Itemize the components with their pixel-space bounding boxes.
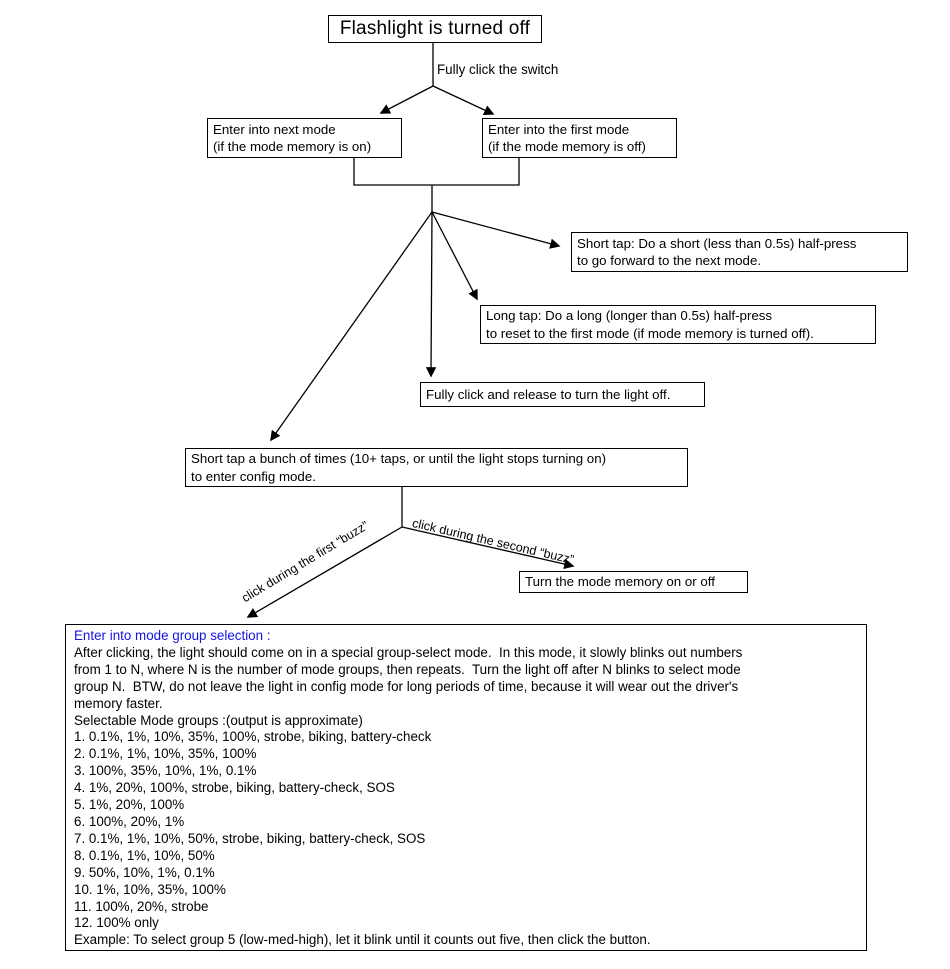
mode-group-item: 4. 1%, 20%, 100%, strobe, biking, battery-check, SOS xyxy=(74,780,395,796)
config-mode-line2: to enter config mode. xyxy=(191,468,316,484)
config-mode-box xyxy=(185,448,688,487)
first-mode-line2: (if the mode memory is off) xyxy=(488,139,646,154)
short-tap-line2: to go forward to the next mode. xyxy=(577,253,762,268)
arrow-to-long-tap xyxy=(432,212,477,299)
group-selection-desc-line: memory faster. xyxy=(74,695,163,711)
mode-group-item: 6. 100%, 20%, 1% xyxy=(74,813,185,829)
arrow-to-first-mode xyxy=(433,86,493,114)
group-selection-heading: Enter into mode group selection : xyxy=(74,628,271,643)
mode-group-item: 2. 0.1%, 1%, 10%, 35%, 100% xyxy=(74,746,257,762)
mode-group-item: 1. 0.1%, 1%, 10%, 35%, 100%, strobe, biking, battery-check xyxy=(74,729,432,745)
mode-group-item: 12. 100% only xyxy=(74,915,159,931)
short-tap-box xyxy=(571,232,908,272)
mode-group-item: 11. 100%, 20%, strobe xyxy=(74,898,209,914)
mode-group-item: 7. 0.1%, 1%, 10%, 50%, strobe, biking, battery-check, SOS xyxy=(74,830,426,846)
next-mode-line2: (if the mode memory is on) xyxy=(213,139,372,154)
arrow-to-config xyxy=(271,212,432,440)
group-list-header: Selectable Mode groups :(output is approximate) xyxy=(74,712,363,728)
group-selection-box xyxy=(65,624,867,951)
mode-group-item: 10. 1%, 10%, 35%, 100% xyxy=(74,881,226,897)
long-tap-box xyxy=(480,305,876,344)
fully-click-label: Fully click the switch xyxy=(437,62,559,77)
mode-group-item: 9. 50%, 10%, 1%, 0.1% xyxy=(74,864,215,880)
group-selection-desc-line: group N. BTW, do not leave the light in config mode for long periods of time, because it will wear out the driver's xyxy=(74,678,739,694)
mode-memory-box xyxy=(519,571,748,593)
first-mode-line1: Enter into the first mode xyxy=(488,121,630,137)
next-mode-line1: Enter into next mode xyxy=(213,121,336,137)
config-mode-line1: Short tap a bunch of times (10+ taps, or until the light stops turning on) xyxy=(191,451,607,466)
group-selection-desc-line: After clicking, the light should come on in a special group-select mode. In this mode, it slowly blinks out numbers xyxy=(74,644,743,660)
connector-merge xyxy=(354,158,519,185)
group-selection-desc-line: from 1 to N, where N is the number of mode groups, then repeats. Turn the light off after N blinks to select mode xyxy=(74,661,741,677)
short-tap-line1: Short tap: Do a short (less than 0.5s) half-press xyxy=(577,235,857,251)
group-selection-example: Example: To select group 5 (low-med-high), let it blink until it counts out five, then click the button. xyxy=(74,932,651,948)
arrow-to-short-tap xyxy=(432,212,559,246)
arrow-to-turn-off xyxy=(431,212,432,376)
mode-memory-line1: Turn the mode memory on or off xyxy=(525,574,715,590)
long-tap-line2: to reset to the first mode (if mode memory is turned off). xyxy=(486,325,814,341)
mode-group-item: 8. 0.1%, 1%, 10%, 50% xyxy=(74,847,215,863)
turn-off-box xyxy=(420,382,705,407)
mode-group-item: 3. 100%, 35%, 10%, 1%, 0.1% xyxy=(74,763,257,779)
flashlight-off-label: Flashlight is turned off xyxy=(339,18,531,39)
first-mode-box xyxy=(482,118,677,158)
arrow-to-next-mode xyxy=(381,86,433,113)
next-mode-box xyxy=(207,118,402,158)
flashlight-off-box xyxy=(328,15,542,43)
turn-off-line1: Fully click and release to turn the light off. xyxy=(426,386,671,402)
first-buzz-label: click during the first “buzz” xyxy=(239,518,371,606)
long-tap-line1: Long tap: Do a long (longer than 0.5s) half-press xyxy=(486,308,773,323)
second-buzz-label: click during the second “buzz” xyxy=(410,516,576,567)
mode-group-item: 5. 1%, 20%, 100% xyxy=(74,797,185,813)
